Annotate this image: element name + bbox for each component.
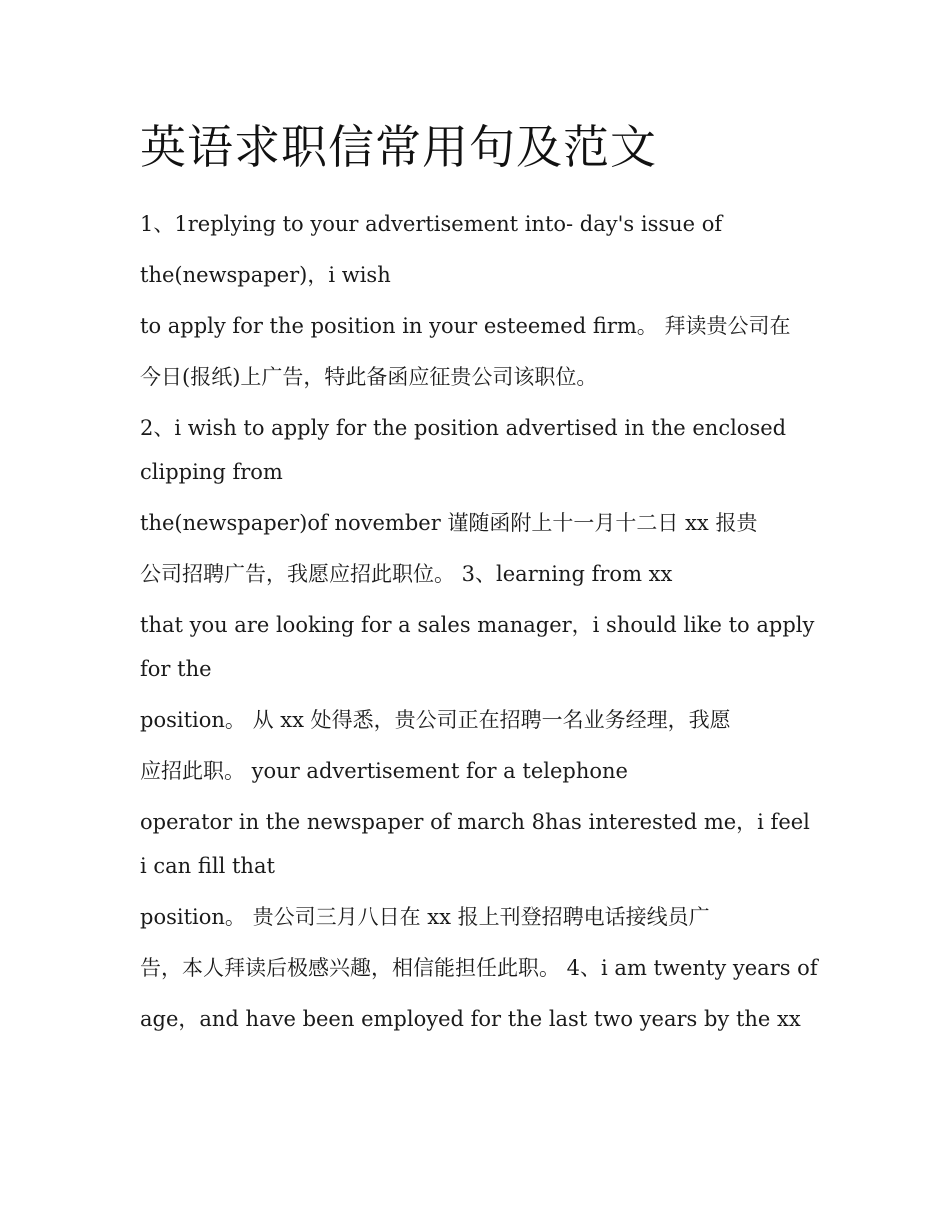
text-line: 告，本人拜读后极感兴趣，相信能担任此职。 4、i am twenty years of bbox=[140, 956, 818, 980]
text-line: operator in the newspaper of march 8has interested me，i feel i can fill that bbox=[140, 810, 810, 878]
text-line: 2、i wish to apply for the position advertised in the enclosed clipping from bbox=[140, 416, 787, 484]
text-line: that you are looking for a sales manager，i should like to apply for the bbox=[140, 613, 815, 681]
text-line: the(newspaper)，i wish bbox=[140, 263, 391, 287]
text-line: 公司招聘广告，我愿应招此职位。 3、learning from xx bbox=[140, 562, 673, 586]
text-line: position。 从 xx 处得悉，贵公司正在招聘一名业务经理，我愿 bbox=[140, 708, 731, 732]
text-line: age，and have been employed for the last two years by the xx bbox=[140, 1007, 801, 1031]
text-line: 1、1replying to your advertisement into- day's issue of bbox=[140, 212, 723, 236]
text-line: 今日(报纸)上广告，特此备函应征贵公司该职位。 bbox=[140, 365, 598, 389]
text-line: the(newspaper)of november 谨随函附上十一月十二日 xx 报贵 bbox=[140, 511, 758, 535]
text-line: to apply for the position in your esteemed firm。 拜读贵公司在 bbox=[140, 314, 791, 338]
document-body bbox=[140, 118, 820, 1048]
text-line: position。 贵公司三月八日在 xx 报上刊登招聘电话接线员广 bbox=[140, 905, 710, 929]
text-line: 应招此职。 your advertisement for a telephone bbox=[140, 759, 628, 783]
document-title: 英语求职信常用句及范文 bbox=[140, 120, 657, 174]
